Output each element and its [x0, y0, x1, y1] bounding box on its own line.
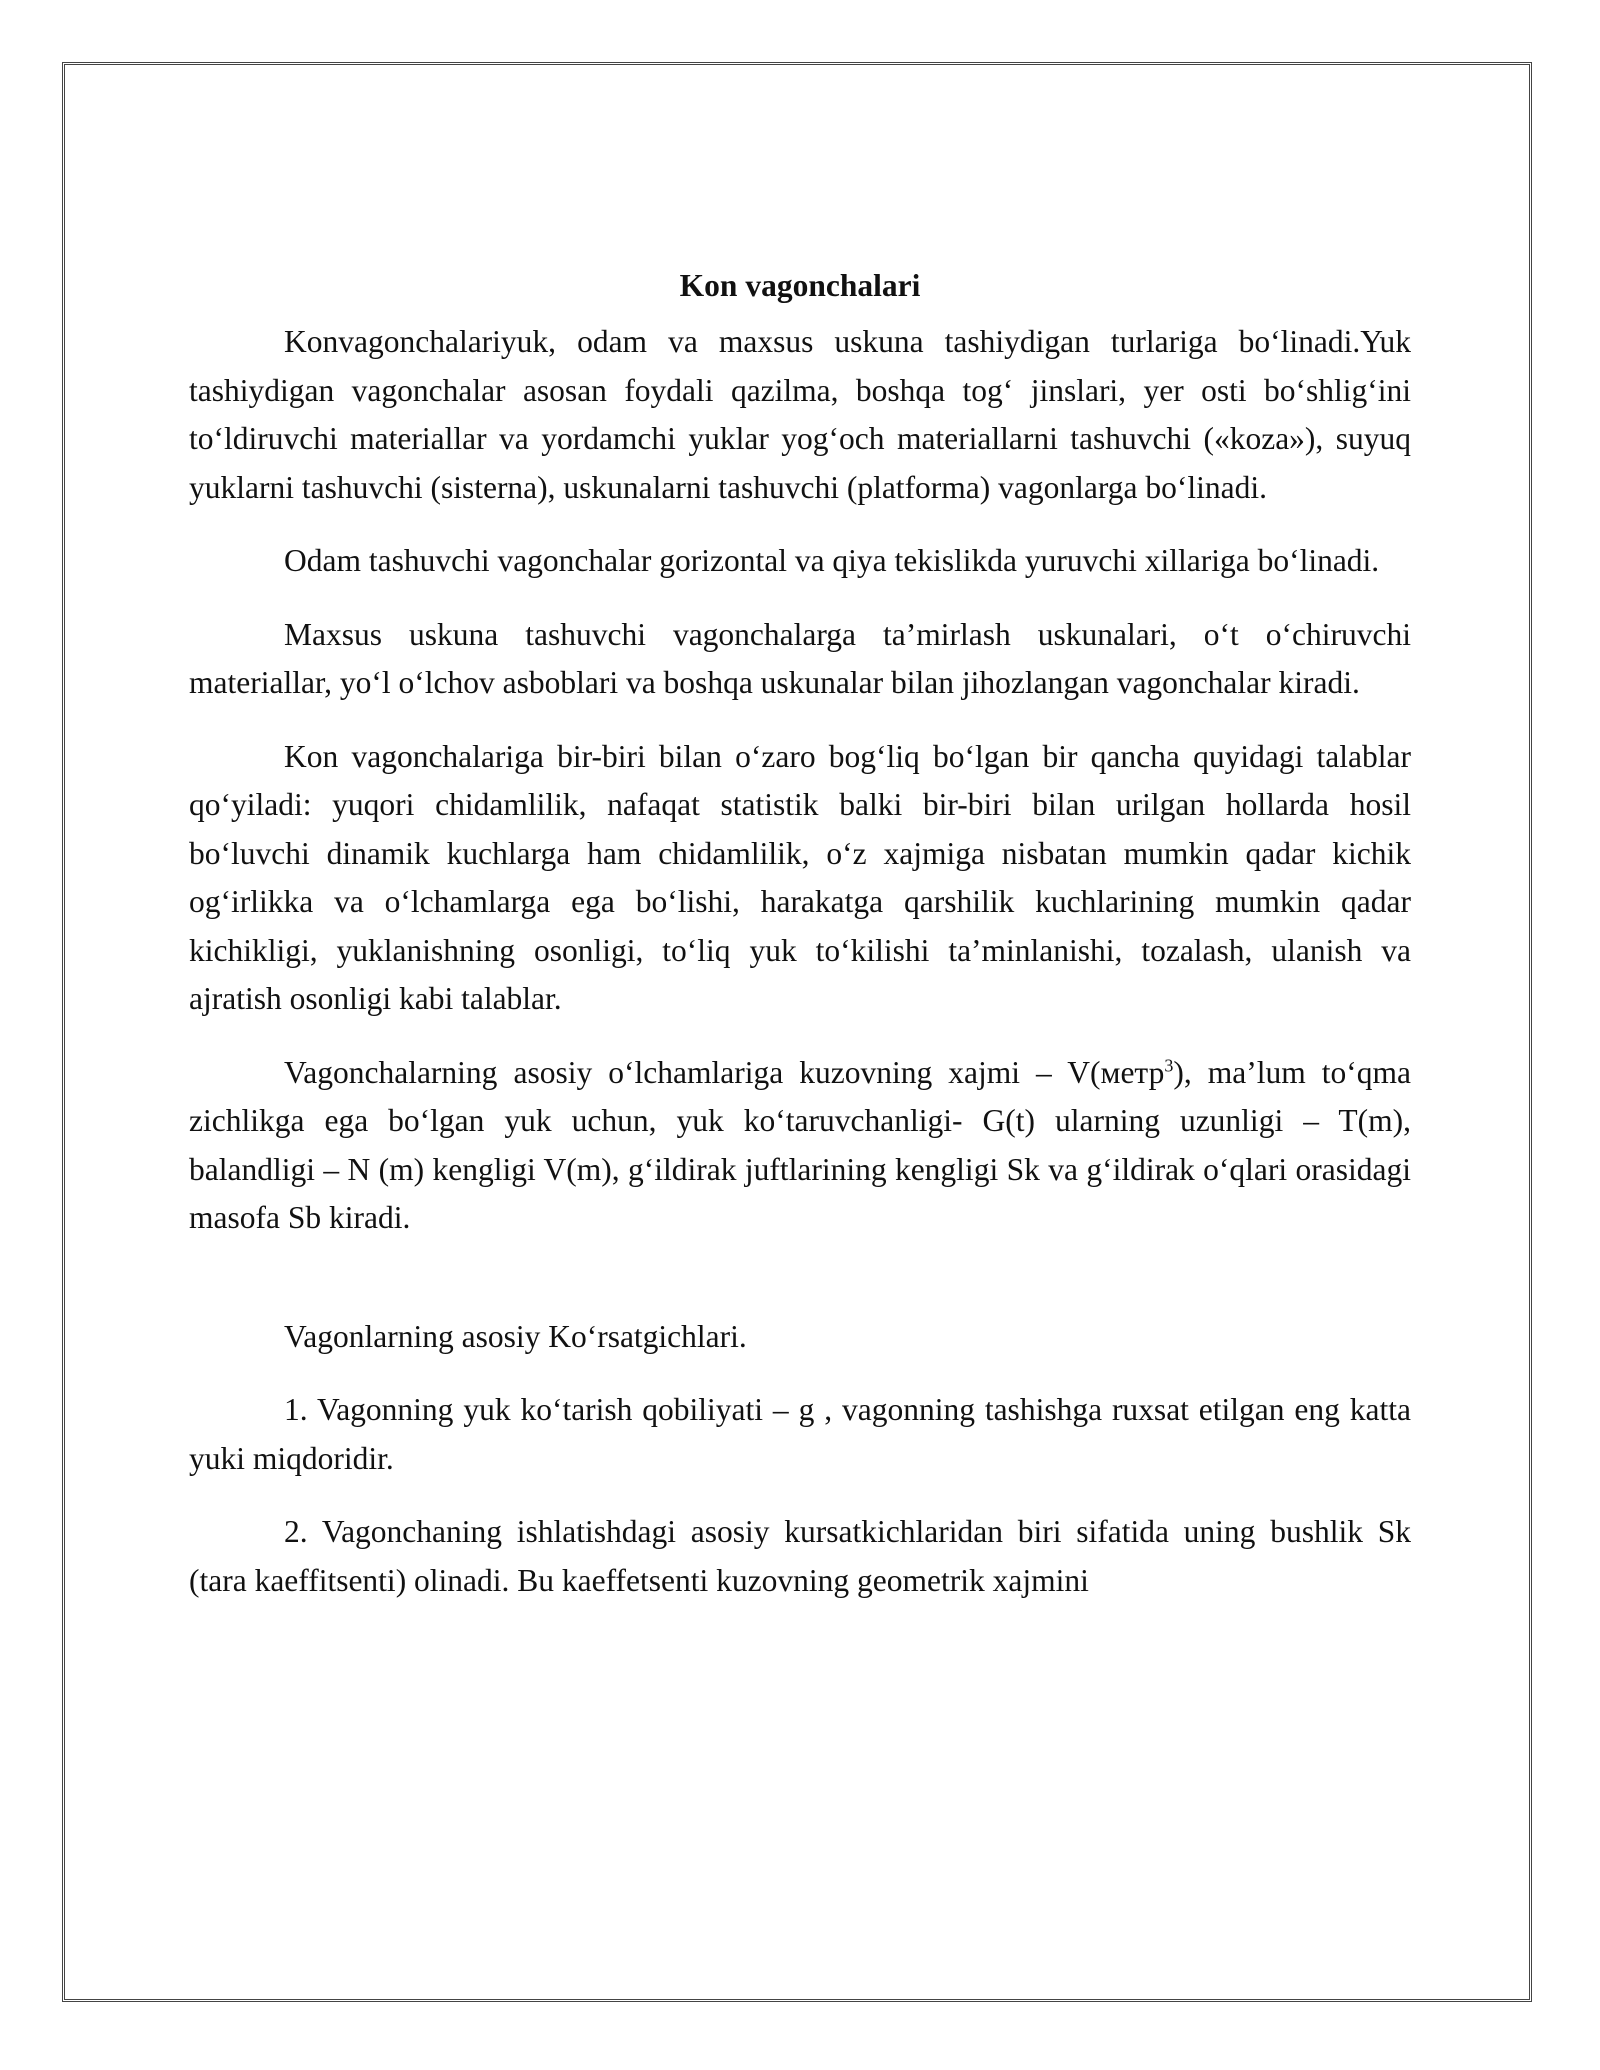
- list-item-tare-coefficient: 2. Vagonchaning ishlatishdagi asosiy kursatkichlaridan biri sifatida uning bushlik Sk (tara kaeffitsenti) olinadi. Bu kaeffetsenti kuzovning geometrik xajmini: [189, 1514, 1411, 1598]
- blank-gap: [189, 1243, 1411, 1313]
- paragraph-passenger-wagons: Odam tashuvchi vagonchalar gorizontal va qiya tekislikda yuruvchi xillariga bo‘linadi.: [284, 543, 1380, 578]
- dimensions-text-start: Vagonchalarning asosiy o‘lchamlariga kuzovning xajmi – V(метр: [284, 1054, 1165, 1090]
- document-body: [189, 262, 1411, 1630]
- document-title: Kon vagonchalari: [679, 268, 921, 303]
- paragraph-special-equipment: Maxsus uskuna tashuvchi vagonchalarga ta’mirlash uskunalari, o‘t o‘chiruvchi materiallar, yo‘l o‘lchov asboblari va boshqa uskunalar bilan jihozlangan vagonchalar kiradi.: [189, 616, 1411, 700]
- paragraph-wagon-types: Konvagonchalariyuk, odam va maxsus uskuna tashiydigan turlariga bo‘linadi.Yuk tashiydigan vagonchalar asosan foydali qazilma, boshqa tog‘ jinslari, yer osti bo‘shlig‘ini to‘ldiruvchi materiallar va yordamchi yuklar yog‘och materiallarni tashuvchi («koza»), suyuq yuklarni tashuvchi (sisterna), uskunalarni tashuvchi (platforma) vagonlarga bo‘linadi.: [189, 324, 1411, 505]
- cubic-superscript: 3: [1164, 1055, 1174, 1075]
- paragraph-requirements: Kon vagonchalariga bir-biri bilan o‘zaro bog‘liq bo‘lgan bir qancha quyidagi talablar qo‘yiladi: yuqori chidamlilik, nafaqat statistik balki bir-biri bilan urilgan hollarda hosil bo‘luvchi dinamik kuchlarga ham chidamlilik, o‘z xajmiga nisbatan mumkin qadar kichik og‘irlikka va o‘lchamlarga ega bo‘lishi, harakatga qarshilik kuchlarining mumkin qadar kichikligi, yuklanishning osonligi, to‘liq yuk to‘kilishi ta’minlanishi, tozalash, ulanish va ajratish osonligi kabi talablar.: [189, 738, 1411, 1016]
- dimensions-text-end: ), ma’lum to‘qma zichlikga ega bo‘lgan yuk uchun, yuk ko‘taruvchanligi- G(t) ularning uzunligi – T(m), balandligi – N (m) kengligi V(m), g‘ildirak juftlarining kengligi Sk va g‘ildirak o‘qlari orasidagi masofa Sb kiradi.: [189, 1054, 1411, 1235]
- paragraph-dimensions: [189, 1049, 1411, 1243]
- section-heading: Vagonlarning asosiy Ko‘rsatgichlari.: [284, 1318, 747, 1354]
- list-item-load-capacity: 1. Vagonning yuk ko‘tarish qobiliyati – g , vagonning tashishga ruxsat etilgan eng katta yuki miqdoridir.: [189, 1392, 1411, 1476]
